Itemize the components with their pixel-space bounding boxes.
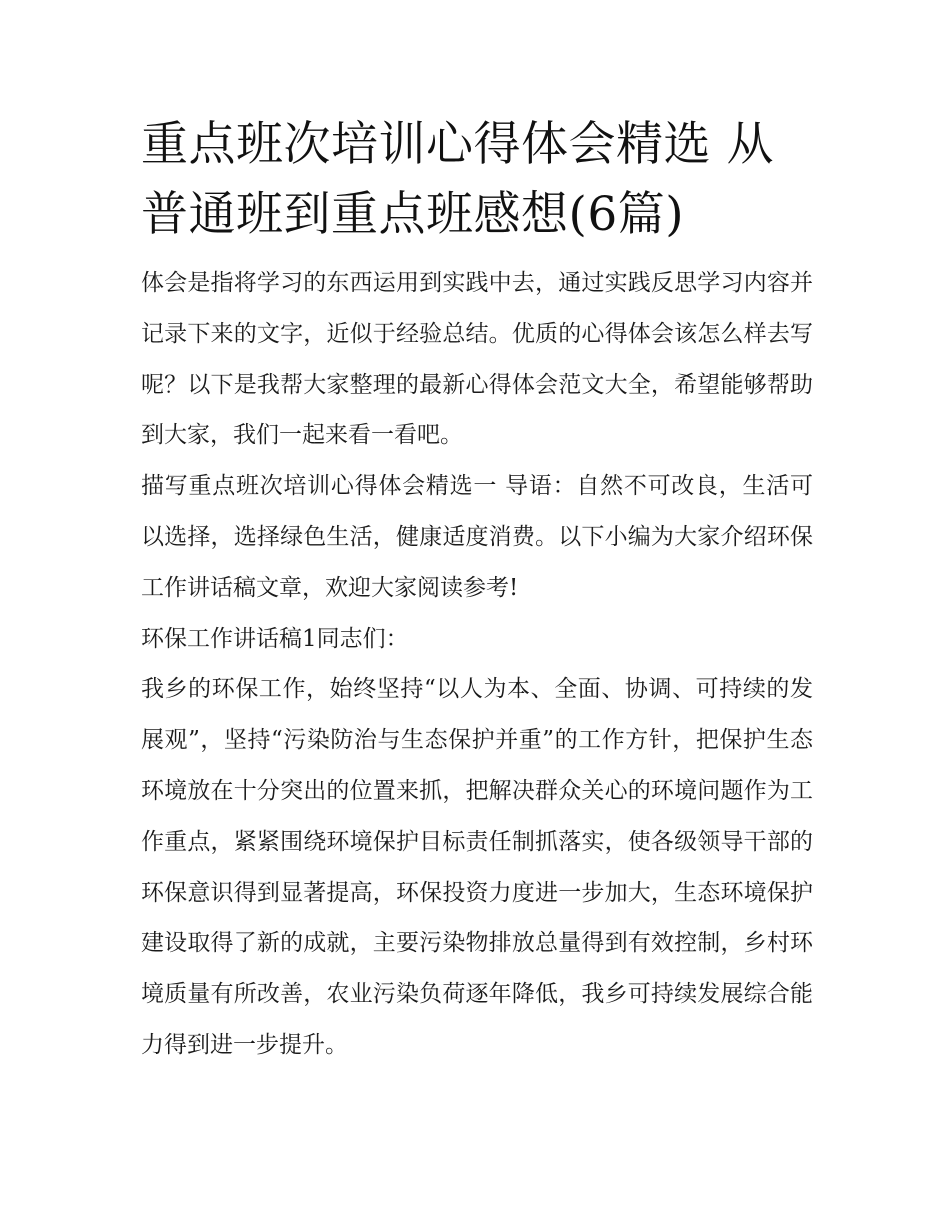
speech-heading-paragraph: 环保工作讲话稿1同志们： [141,625,409,652]
document-page [141,110,813,1071]
intro-paragraph: 体会是指将学习的东西运用到实践中去，通过实践反思学习内容并记录下来的文字，近似于经验总结。优质的心得体会该怎么样去写呢？以下是我帮大家整理的最新心得体会范文大全，希望能够帮助到大家，我们一起来看一看吧。 [141,270,813,449]
document-body [141,258,813,1071]
document-title: 重点班次培训心得体会精选 从普通班到重点班感想(6篇) [141,117,774,242]
section-one-paragraph: 描写重点班次培训心得体会精选一 导语：自然不可改良，生活可以选择，选择绿色生活，健康适度消费。以下小编为大家介绍环保工作讲话稿文章，欢迎大家阅读参考! [141,473,813,601]
speech-body-paragraph: 我乡的环保工作，始终坚持“以人为本、全面、协调、可持续的发展观”，坚持“污染防治与生态保护并重”的工作方针，把保护生态环境放在十分突出的位置来抓，把解决群众关心的环境问题作为工作重点，紧紧围绕环境保护目标责任制抓落实，使各级领导干部的环保意识得到显著提高，环保投资力度进一步加大，生态环境保护建设取得了新的成就，主要污染物排放总量得到有效控制，乡村环境质量有所改善，农业污染负荷逐年降低，我乡可持续发展综合能力得到进一步提升。 [141,676,813,1058]
